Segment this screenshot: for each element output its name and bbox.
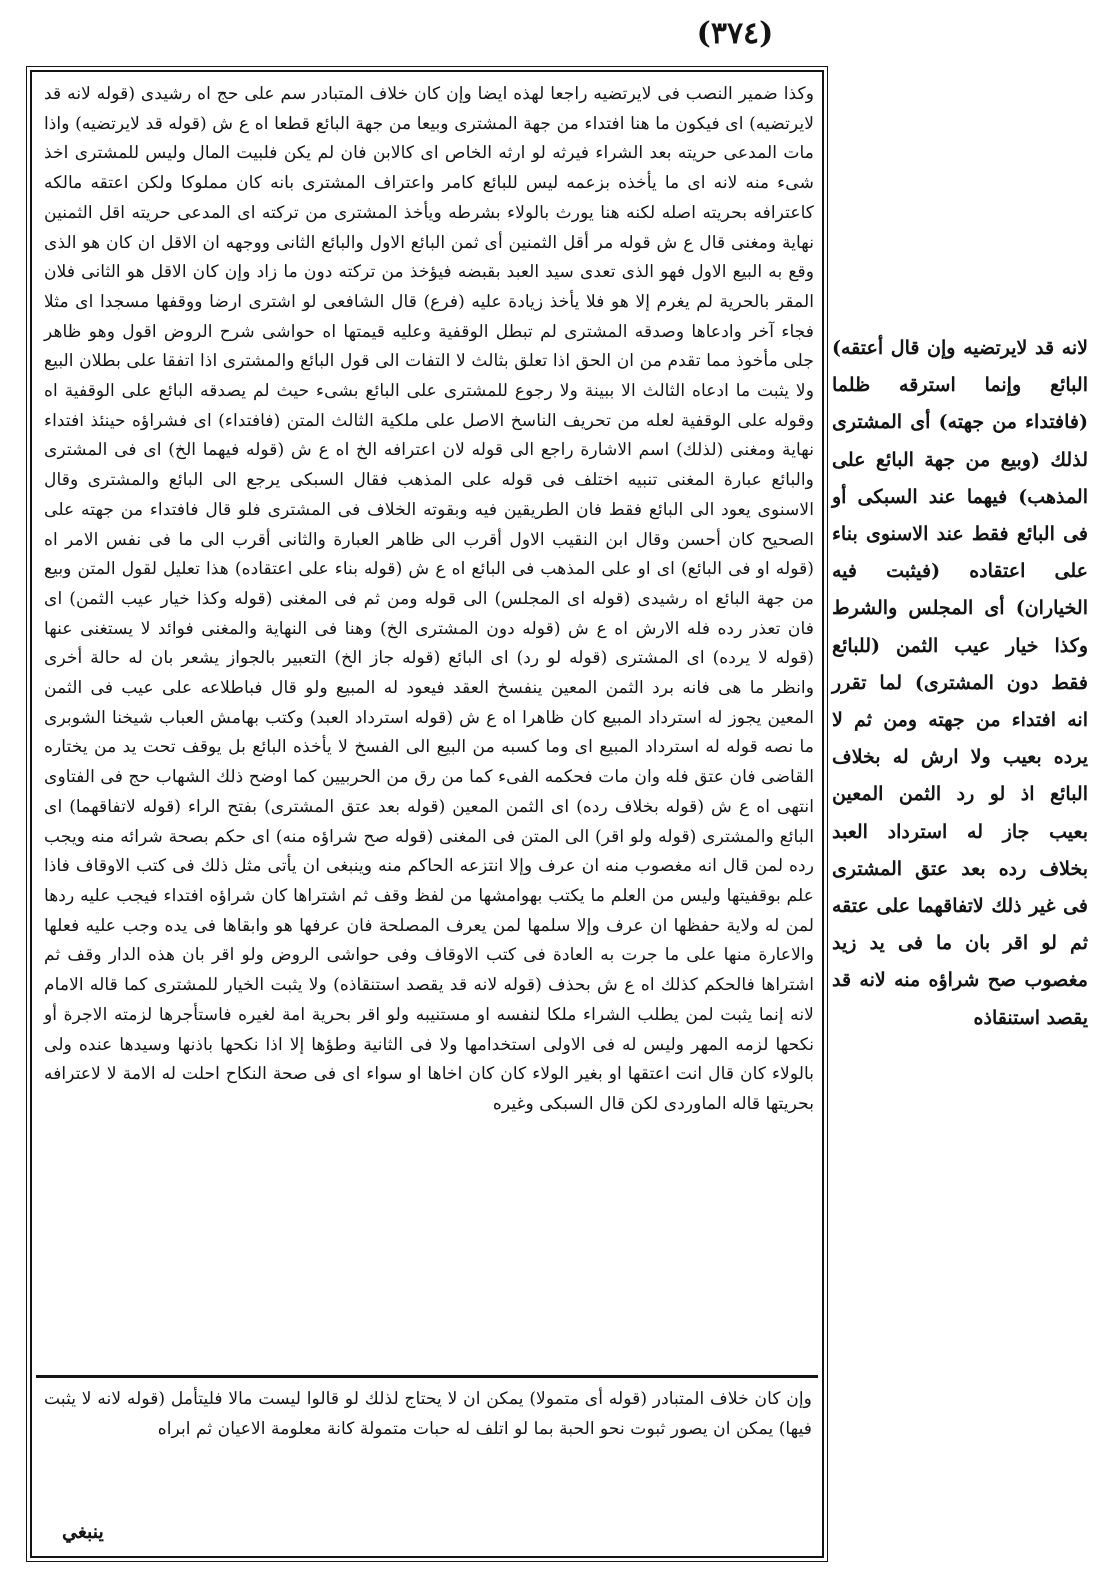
main-commentary-text: وكذا ضمير النصب فى لايرتضيه راجعا لهذه ايضا وإن كان خلاف المتبادر سم على حج اه رشيدى (قوله لانه قد لايرتضيه) اى فيكون ما هنا افتداء من جهة المشترى وبيعا من جهة البائع قطعا اه ع ش (قوله قد لايرتضيه) واذا مات المدعى حريته بعد الشراء فيرثه لو ارثه الخاص اى كالابن فان لم يكن فلبيت المال وليس للمشترى اخذ شىء منه لانه اى ما يأخذه بزعمه ليس للبائع كامر واعتراف المشترى بانه كان مملوكا ولكن اعتقه مالكه كاعترافه بحريته اصله لكنه هنا يورث بالولاء بشرطه ويأخذ المشترى من تركته اى المدعى حريته اقل الثمنين نهاية ومغنى قال ع ش قوله مر أقل الثمنين أى ثمن البائع الاول والبائع الثانى ووجهه ان الاقل ان كان هو الذى وقع به البيع الاول فهو الذى تعدى سيد العبد بقبضه فيؤخذ من تركته دون ما زاد وإن كان الاقل هو الثانى فلان المقر بالحرية لم يغرم إلا هو فلا يأخذ زيادة عليه (فرع) قال الشافعى لو اشترى ارضا ووقفها مسجدا اى مثلا فجاء آخر وادعاها وصدقه المشترى لم تبطل الوقفية وعليه قيمتها اه حواشى شرح الروض اقول وهو ظاهر جلى مأخوذ مما تقدم من ان الحق اذا تعلق بثالث لا التفات الى قول البائع والمشترى اذا اتفقا على بطلان البيع ولا يثبت ما ادعاه الثالث الا ببينة ولا رجوع للمشترى على البائع بشىء حيث لم يصدقه البائع على الوقفية اه وقوله على الوقفية لعله من تحريف الناسخ الاصل على ملكية الثالث المتن (فافتداء) اى فشراؤه حينئذ افتداء نهاية ومغنى (لذلك) اسم الاشارة راجع الى قوله لان اعترافه الخ اه ع ش (قوله فيهما الخ) اى فى المشترى والبائع عبارة المغنى تنبيه اختلف فى قوله على المذهب فقال السبكى يرجع الى البائع والمشترى وقال الاسنوى يعود الى البائع فقط فان الطريقين فيه وبقوته الخلاف فى المشترى فلو قال فافتداء من جهته على الصحيح كان أحسن وقال ابن النقيب الاول أقرب الى ظاهر العبارة والثانى أقرب الى ما فى نفس الامر اه (قوله او فى البائع) اى او على المذهب فى البائع اه ع ش (قوله بناء على اعتقاده) هذا تعليل لقول المتن وبيع من جهة البائع اه رشيدى (قوله اى المجلس) الى قوله ومن ثم فى المغنى (قوله وكذا خيار عيب الثمن) اى فان تعذر رده فله الارش اه ع ش (قوله دون المشترى الخ) وهنا فى النهاية والمغنى فوائد لا يستغنى عنها (قوله لا يرده) اى المشترى (قوله لو رد) اى البائع (قوله جاز الخ) التعبير بالجواز يشعر بان له حالة أخرى وانظر ما هى فانه برد الثمن المعين ينفسخ العقد فيعود له المبيع ولو قال فباطلاعه على عيب فى الثمن المعين يجوز له استرداد المبيع كان ظاهرا اه ع ش (قوله استرداد العبد) وكتب بهامش العباب شيخنا الشوبرى ما نصه قوله له استرداد المبيع اى وما كسبه من البيع الى الفسخ لا يأخذه البائع بل يوقف تحت يد من يختاره القاضى فان عتق فله وان مات فحكمه الفىء كما من رق من الحربيين كما اوضح ذلك الشهاب حج فى الفتاوى انتهى اه ع ش (قوله بخلاف رده) اى الثمن المعين (قوله بعد عتق المشترى) بفتح الراء (قوله لاتفاقهما) اى البائع والمشترى (قوله ولو اقر) الى المتن فى المغنى (قوله صح شراؤه منه) اى حكم بصحة شرائه منه ويجب رده لمن قال انه مغصوب منه ان عرف وإلا انتزعه الحاكم منه وينبغى ان يأتى مثل ذلك فى كتب الاوقاف فاذا علم بوقفيتها وليس من العلم ما يكتب بهوامشها من لفظ وقف ثم اشتراها كان شراؤه افتداء فيجب عليه ردها لمن له ولاية حفظها ان عرف وإلا سلمها لمن يعرف المصلحة فان عرفها هو وابقاها فى يده وجب عليه فعلها والاعارة منها على ما جرت به العادة فى كتب الاوقاف وفى حواشى الروض ولو اقر بان هذه الدار وقف ثم اشتراها فالحكم كذلك اه ع ش بحذف (قوله لانه قد يقصد استنقاذه) ولا يثبت الخيار للمشترى كما قاله الامام لانه إنما يثبت لمن يطلب الشراء ملكا لنفسه او مستنيبه ولو اقر بحرية امة لغيره فاستأجرها لزمته الاجرة أو نكحها لزمه المهر وليس له فى الاولى استخدامها ولا فى الثانية وطؤها إلا اذا نكحها باذنها وسيدها عنده ولى بالولاء كان قال انت اعتقها او بغير الولاء كان كان اخاها او سواء اى فى صحة النكاح احلت له الامة لا لاعترافه بحريتها قاله الماوردى لكن قال السبكى وغيره	[44, 84, 814, 1114]
catchword: ينبغي	[62, 1521, 104, 1543]
main-commentary	[36, 76, 820, 1366]
margin-text-body: لانه قد لايرتضيه وإن قال أعتقه) البائع وإنما استرقه ظلما (فافتداء من جهته) أى المشترى لذلك (وبيع من جهة البائع على المذهب) فيهما عند السبكى أو فى البائع فقط عند الاسنوى بناء على اعتقاده (فيثبت فيه الخياران) أى المجلس والشرط وكذا خيار عيب الثمن (للبائع فقط دون المشترى) لما تقرر انه افتداء من جهته ومن ثم لا يرده بعيب ولا ارش له بخلاف البائع اذ لو رد الثمن المعين بعيب جاز له استرداد العبد بخلاف رده بعد عتق المشترى فى غير ذلك لاتفاقهما على عتقه ثم لو اقر بان ما فى يد زيد مغصوب صح شراؤه منه لانه قد يقصد استنقاذه	[832, 337, 1088, 1029]
page-number: (٣٧٤)	[696, 16, 774, 51]
footnote-divider	[36, 1375, 818, 1378]
footnote-block	[36, 1384, 818, 1484]
margin-matn-text	[828, 330, 1094, 1160]
footnote-text: وإن كان خلاف المتبادر (قوله أى متمولا) يمكن ان لا يحتاج لذلك لو قالوا ليست مالا فليتأمل (قوله لانه لا يثبت فيها) يمكن ان يصور ثبوت نحو الحبة بما لو اتلف له حبات متمولة كانة معلومة الاعيان ثم ابراه	[44, 1389, 812, 1439]
